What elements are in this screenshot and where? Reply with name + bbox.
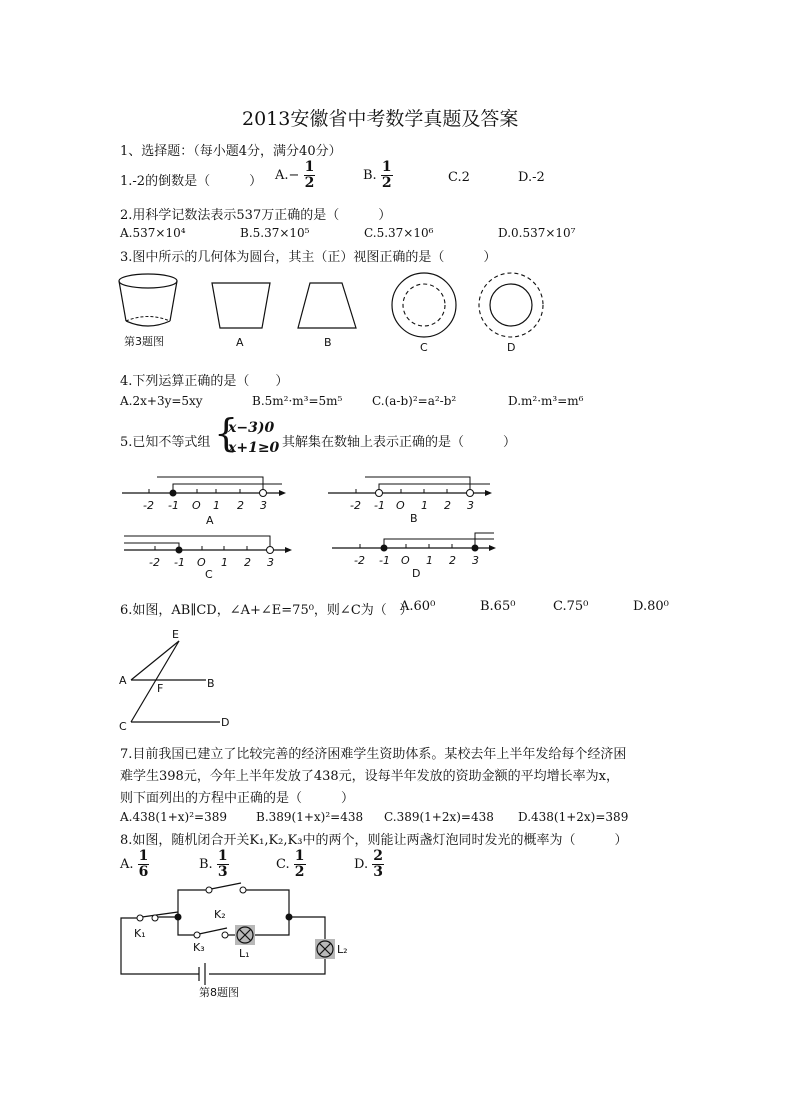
- q3-label-b: B: [324, 336, 332, 349]
- q5-label-a: A: [206, 514, 214, 527]
- q1-b-num: 1: [381, 159, 392, 175]
- q5-b-tick: 2: [444, 499, 451, 512]
- q1-b-label: B.: [363, 168, 377, 183]
- q1-option-d: D.-2: [518, 170, 545, 185]
- label-l1: L₁: [239, 947, 250, 960]
- q5-c-tick: -2: [149, 556, 160, 569]
- q5-a-tick: O: [192, 499, 201, 512]
- q8-b-label: B.: [199, 857, 213, 872]
- point-f: F: [157, 682, 164, 695]
- q2-option-a: A.537×10⁴: [120, 226, 186, 240]
- q5-a-tick: -1: [168, 499, 179, 512]
- q8-stem: 8.如图，随机闭合开关K₁,K₂,K₃中的两个，则能让两盏灯泡同时发光的概率为（ ）: [120, 833, 628, 848]
- q5-brace: {: [214, 411, 239, 455]
- q4-option-a: A.2x+3y=5xy: [120, 394, 203, 408]
- q6-option-b: B.65⁰: [480, 599, 516, 614]
- q8-c-den: 2: [294, 864, 305, 880]
- lamp-l2-icon: [315, 939, 335, 959]
- q1-a-label: A.: [275, 168, 289, 183]
- q6-stem: 6.如图，AB∥CD，∠A+∠E=75⁰，则∠C为（ ）: [120, 603, 413, 618]
- q3-stem: 3.图中所示的几何体为圆台，其主（正）视图正确的是（ ）: [120, 250, 497, 265]
- q5-d-tick: -1: [379, 554, 390, 567]
- junction-dot: [286, 914, 293, 921]
- q5-c-tick: 1: [221, 556, 228, 569]
- q5-a-tick: 1: [213, 499, 220, 512]
- q8-a-num: 1: [138, 848, 149, 864]
- q4-option-c: C.(a-b)²=a²-b²: [372, 394, 457, 408]
- q1-b-den: 2: [381, 175, 392, 191]
- point-c: C: [119, 720, 127, 733]
- q7-line-1: 7.目前我国已建立了比较完善的经济困难学生资助体系。某校去年上半年发给每个经济困: [120, 747, 627, 762]
- label-k2: K₂: [214, 908, 226, 921]
- q5-d-tick: 1: [426, 554, 433, 567]
- q1-a-num: 1: [304, 159, 315, 175]
- q5-d-tick: -2: [354, 554, 365, 567]
- k2-terminal: [240, 887, 246, 893]
- point-d: D: [221, 716, 230, 729]
- q5-stem-pre: 5.已知不等式组: [120, 435, 211, 450]
- q8-d-den: 3: [373, 864, 383, 880]
- q5-d-tick: 3: [472, 554, 479, 567]
- k1-terminal: [137, 915, 143, 921]
- q8-b-num: 1: [217, 848, 228, 864]
- q5-c-tick: -1: [174, 556, 185, 569]
- label-l2: L₂: [337, 943, 348, 956]
- q5-stem-post: 其解集在数轴上表示正确的是（ ）: [282, 435, 517, 450]
- q5-ineq-2: x+1≥0: [228, 440, 280, 456]
- q5-label-b: B: [410, 512, 418, 525]
- q5-a-tick: 3: [260, 499, 267, 512]
- q5-b-tick: -1: [374, 499, 385, 512]
- q5-c-tick: 2: [244, 556, 251, 569]
- q8-b-den: 3: [217, 864, 228, 880]
- q3-fig-label: 第3题图: [124, 335, 164, 348]
- q4-option-d: D.m²·m³=m⁶: [508, 394, 584, 408]
- q5-d-tick: 2: [449, 554, 456, 567]
- k3-terminal: [194, 932, 200, 938]
- q4-stem: 4.下列运算正确的是（ ）: [120, 374, 289, 389]
- q5-label-c: C: [205, 568, 213, 581]
- q8-c-label: C.: [276, 857, 290, 872]
- q6-option-a: A.60⁰: [400, 599, 436, 614]
- q5-a-tick: -2: [143, 499, 154, 512]
- q5-label-d: D: [412, 567, 421, 580]
- k1-terminal: [152, 915, 158, 921]
- q2-option-d: D.0.537×10⁷: [498, 226, 576, 240]
- q5-c-tick: 3: [267, 556, 274, 569]
- point-a: A: [119, 674, 127, 687]
- k2-terminal: [206, 887, 212, 893]
- q8-a-den: 6: [138, 864, 149, 880]
- q5-b-tick: O: [396, 499, 405, 512]
- q5-d-tick: O: [401, 554, 410, 567]
- page-title: 2013安徽省中考数学真题及答案: [242, 108, 519, 130]
- q8-a-label: A.: [120, 857, 134, 872]
- q5-ineq-1: x−3)0: [228, 420, 275, 436]
- q5-a-tick: 2: [237, 499, 244, 512]
- q2-stem: 2.用科学记数法表示537万正确的是（ ）: [120, 208, 392, 223]
- q3-label-d: D: [507, 341, 516, 354]
- q7-option-a: A.438(1+x)²=389: [120, 810, 227, 824]
- q8-d-num: 2: [373, 848, 383, 864]
- q5-b-tick: 3: [467, 499, 474, 512]
- q7-line-3: 则下面列出的方程中正确的是（ ）: [120, 791, 355, 806]
- q7-option-d: D.438(1+2x)=389: [518, 810, 629, 824]
- q1-option-c: C.2: [448, 170, 470, 185]
- q2-option-b: B.5.37×10⁵: [240, 226, 310, 240]
- section-heading: 1、选择题：（每小题4分，满分40分）: [120, 144, 342, 159]
- q3-label-a: A: [236, 336, 244, 349]
- q4-option-b: B.5m²·m³=5m⁵: [252, 394, 343, 408]
- q7-line-2: 难学生398元，今年上半年发放了438元，设每半年发放的资助金额的平均增长率为x，: [120, 769, 619, 784]
- q8-d-label: D.: [354, 857, 369, 872]
- q3-label-c: C: [420, 341, 428, 354]
- q8-fig-label: 第8题图: [199, 986, 239, 999]
- lamp-l1-icon: [235, 925, 255, 945]
- q2-option-c: C.5.37×10⁶: [364, 226, 434, 240]
- q6-option-d: D.80⁰: [633, 599, 669, 614]
- q5-c-tick: O: [197, 556, 206, 569]
- q8-c-num: 1: [294, 848, 305, 864]
- q7-option-b: B.389(1+x)²=438: [256, 810, 364, 824]
- q7-option-c: C.389(1+2x)=438: [384, 810, 494, 824]
- q1-stem: 1.-2的倒数是（ ）: [120, 174, 263, 189]
- label-k1: K₁: [134, 927, 146, 940]
- junction-dot: [175, 914, 182, 921]
- q1-a-sign: −: [288, 168, 300, 183]
- q6-option-c: C.75⁰: [553, 599, 589, 614]
- point-e: E: [172, 628, 179, 641]
- k3-terminal: [222, 932, 228, 938]
- q5-b-tick: 1: [421, 499, 428, 512]
- q1-a-den: 2: [304, 175, 315, 191]
- point-b: B: [207, 677, 215, 690]
- label-k3: K₃: [193, 941, 205, 954]
- q5-b-tick: -2: [350, 499, 361, 512]
